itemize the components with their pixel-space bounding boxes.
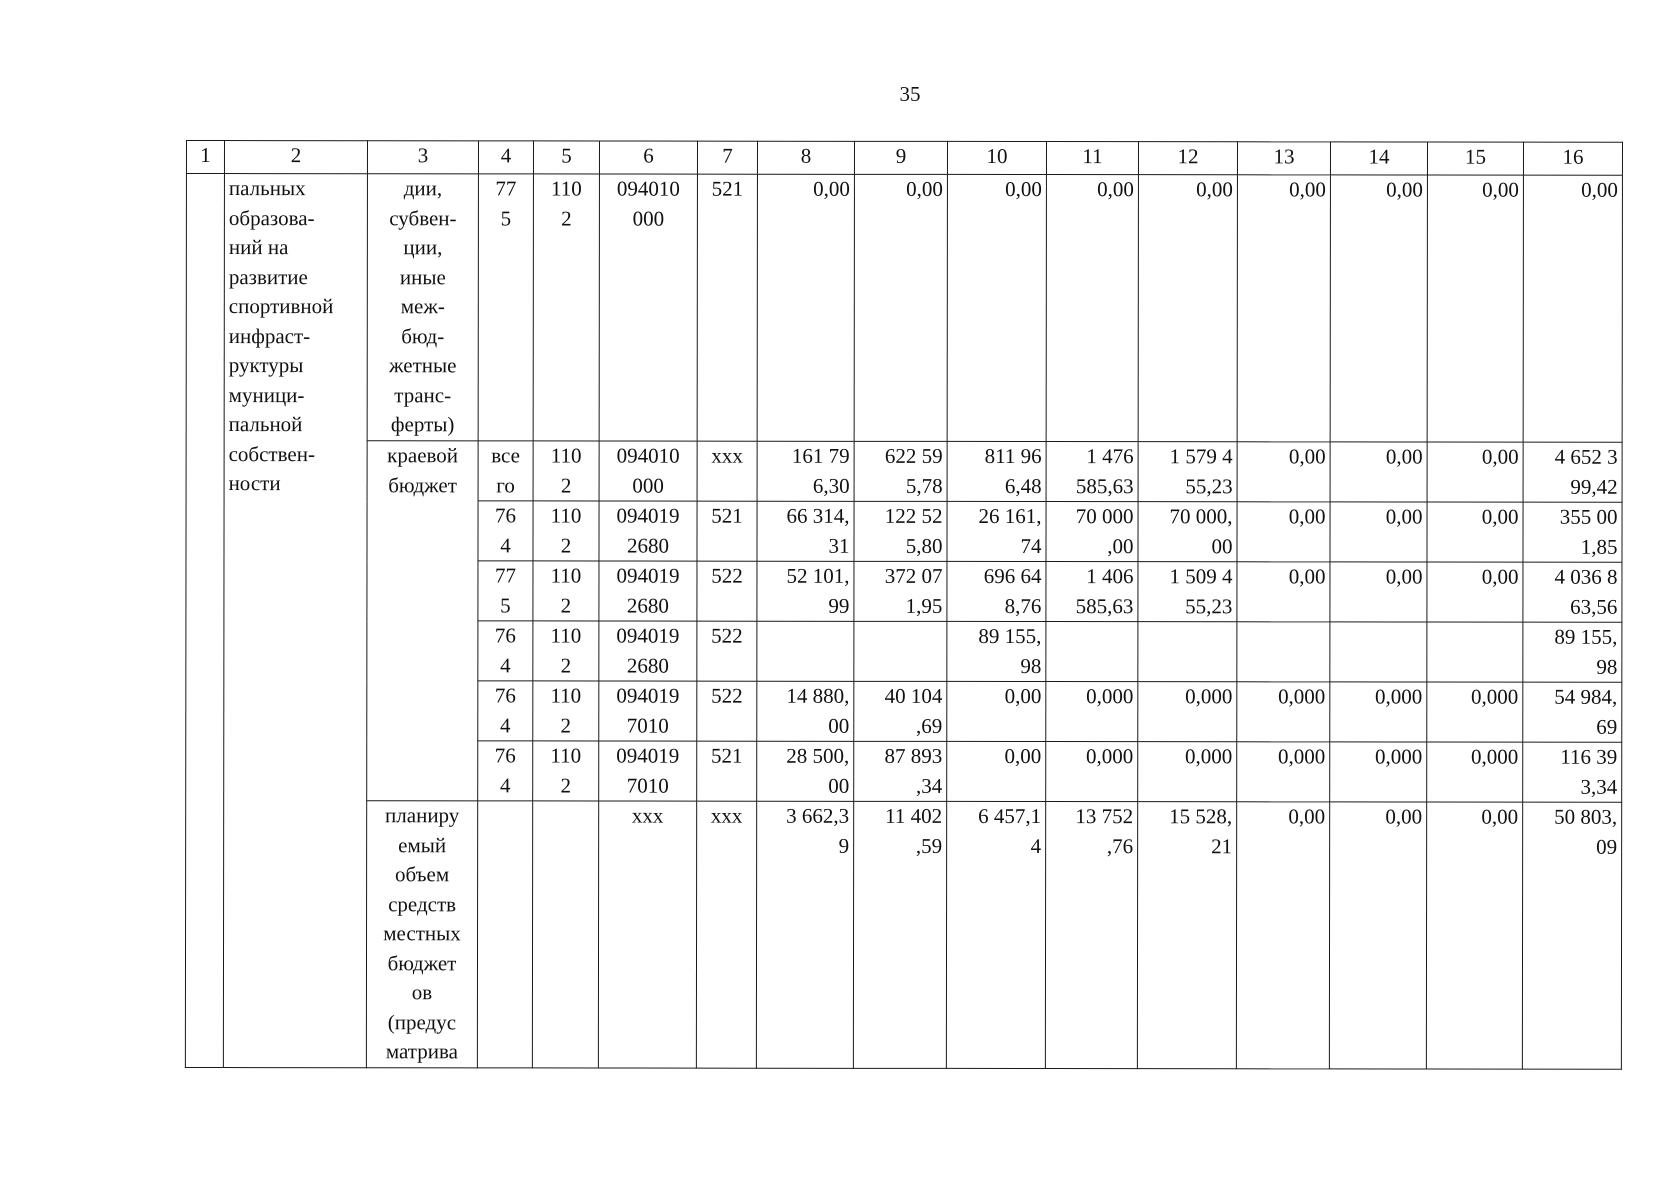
cell-text: 0,000: [1277, 744, 1326, 769]
header-cell: 16: [1523, 142, 1622, 175]
cell-text: 355 00 1,85: [1559, 504, 1618, 559]
data-cell: [757, 681, 854, 741]
cell-text: 094019 7010: [616, 743, 680, 798]
cell-text: 1 509 4 55,23: [1169, 564, 1233, 618]
header-cell: 2: [224, 141, 367, 174]
cell-text: 52 101, 99: [786, 563, 850, 618]
data-cell: [1237, 502, 1330, 562]
data-cell: [947, 501, 1046, 561]
data-cell: [1330, 502, 1427, 562]
cell-text: 522: [711, 623, 743, 648]
data-cell: [697, 561, 757, 621]
data-cell: [757, 441, 854, 501]
row-number-cell: [185, 174, 224, 1068]
data-cell: [1138, 742, 1237, 802]
data-cell: [947, 621, 1046, 681]
data-cell: [1237, 175, 1330, 442]
cell-text: 0,00: [1005, 177, 1042, 202]
data-cell: [757, 501, 854, 561]
table-row: [185, 801, 1621, 1069]
data-cell: [478, 441, 533, 501]
data-cell: [1523, 622, 1622, 682]
header-cell: 15: [1427, 142, 1523, 175]
data-cell: [533, 621, 599, 681]
cell-text: 0,00: [1581, 177, 1618, 202]
cell-text: 094010 000: [616, 176, 680, 231]
data-cell: [697, 441, 757, 501]
cell-text: 1 406 585,63: [1075, 564, 1134, 618]
cell-text: 28 500, 00: [786, 743, 850, 798]
data-cell: [478, 681, 533, 741]
data-cell: [1046, 622, 1138, 682]
data-cell: [533, 501, 599, 561]
data-cell: [757, 174, 854, 441]
cell-text: 0,00: [906, 176, 943, 201]
data-cell: [533, 681, 599, 741]
data-cell: [599, 741, 697, 801]
data-cell: [1137, 802, 1236, 1069]
cell-text: ххх: [710, 803, 743, 828]
data-cell: [478, 501, 533, 561]
cell-text: 40 104 ,69: [884, 683, 943, 738]
cell-text: 0,00: [1385, 564, 1423, 589]
data-cell: [599, 621, 697, 681]
data-cell: [1523, 682, 1622, 742]
cell-text: 70 000, 00: [1169, 504, 1233, 558]
cell-text: 0,00: [1004, 684, 1042, 709]
data-cell: [1523, 502, 1622, 562]
data-cell: [533, 174, 599, 441]
cell-text: 094019 2680: [616, 503, 680, 558]
data-cell: [1427, 622, 1523, 682]
data-cell: [947, 561, 1046, 621]
data-cell: [599, 561, 697, 621]
data-cell: [854, 741, 947, 801]
data-cell: [947, 441, 1046, 501]
cell-text: ххх: [711, 443, 743, 468]
data-cell: [697, 621, 757, 681]
data-cell: [599, 501, 697, 561]
cell-text: 110 2: [551, 176, 582, 230]
cell-text: 0,00: [1289, 177, 1326, 202]
cell-text: 87 893 ,34: [884, 743, 943, 798]
cell-text: 50 803, 09: [1554, 804, 1618, 859]
data-cell: [533, 441, 599, 501]
cell-text: 0,00: [1481, 444, 1519, 469]
cell-text: 116 39 3,34: [1560, 744, 1618, 799]
data-cell: [696, 801, 756, 1068]
cell-text: 094010 000: [616, 443, 680, 498]
data-cell: [478, 561, 533, 621]
data-cell: [853, 801, 946, 1068]
data-cell: [1330, 175, 1427, 442]
data-cell: [756, 801, 853, 1068]
data-cell: [947, 681, 1046, 741]
cell-text: 0,00: [1288, 804, 1326, 829]
data-cell: [1523, 562, 1622, 622]
cell-text: 622 59 5,78: [884, 443, 943, 498]
cell-text: 89 155, 98: [978, 623, 1042, 678]
header-cell: 8: [757, 141, 854, 174]
data-cell: [1138, 175, 1237, 442]
cell-text: 1 579 4 55,23: [1169, 444, 1233, 498]
cell-text: 110 2: [550, 563, 582, 617]
data-cell: [533, 741, 599, 801]
data-cell: [1523, 442, 1622, 502]
data-cell: [697, 174, 757, 441]
data-cell: [1045, 802, 1137, 1069]
cell-text: 110 2: [550, 443, 582, 497]
data-cell: [757, 741, 854, 801]
cell-text: 110 2: [550, 683, 582, 737]
cell-text: 77 5: [495, 176, 517, 230]
data-cell: [947, 174, 1046, 441]
cell-text: 76 4: [495, 503, 517, 557]
cell-text: 094019 2680: [616, 623, 680, 678]
data-cell: [757, 621, 854, 681]
cell-text: 4 652 3 99,42: [1554, 444, 1618, 499]
cell-text: 522: [711, 563, 743, 588]
cell-text: 0,00: [1385, 504, 1423, 529]
data-cell: [1138, 442, 1237, 502]
data-cell: [1330, 742, 1427, 802]
cell-text: 4 036 8 63,56: [1554, 564, 1618, 619]
cell-text: 110 2: [550, 623, 582, 677]
data-cell: [478, 174, 533, 441]
data-cell: [1330, 682, 1427, 742]
cell-text: 0,00: [1385, 444, 1423, 469]
cell-text: 122 52 5,80: [884, 503, 943, 558]
header-cell: 12: [1138, 142, 1237, 175]
cell-text: 76 4: [494, 683, 516, 737]
header-cell: 1: [186, 141, 224, 174]
data-cell: [1330, 562, 1427, 622]
program-name-cell: [223, 174, 367, 1068]
header-cell: 7: [697, 141, 757, 174]
data-cell: [1046, 502, 1138, 562]
cell-text: 522: [711, 683, 743, 708]
data-cell: [1237, 562, 1330, 622]
cell-text: 6 457,1 4: [978, 803, 1042, 858]
data-cell: [854, 441, 947, 501]
cell-text: 0,00: [1288, 444, 1326, 469]
data-cell: [477, 801, 532, 1068]
cell-text: 0,000: [1184, 744, 1233, 769]
data-cell: [697, 741, 757, 801]
cell-text: 76 4: [494, 743, 516, 797]
data-cell: [1237, 622, 1330, 682]
cell-text: 0,000: [1470, 744, 1519, 769]
header-cell: 14: [1330, 142, 1427, 175]
header-row: [186, 141, 1622, 176]
data-cell: [1237, 742, 1330, 802]
data-cell: [1138, 562, 1237, 622]
program-name-text: пальных образова- ний на развитие спортивной инфраст- руктуры муници- пальной собствен- ности: [228, 176, 334, 496]
cell-text: 0,000: [1375, 684, 1423, 709]
cell-text: 110 2: [550, 743, 582, 797]
header-cell: 4: [478, 141, 533, 174]
data-cell: [1523, 175, 1622, 442]
data-cell: [1427, 682, 1523, 742]
cell-text: 0,00: [1386, 177, 1423, 202]
data-cell: [1427, 562, 1523, 622]
cell-text: 77 5: [494, 563, 516, 617]
cell-text: 0,000: [1085, 744, 1134, 769]
data-cell: [1237, 682, 1330, 742]
data-cell: [1427, 502, 1523, 562]
data-cell: [1046, 175, 1138, 442]
cell-text: 11 402 ,59: [885, 803, 943, 858]
data-cell: [946, 801, 1045, 1068]
cell-text: 26 161, 74: [978, 503, 1042, 558]
cell-text: 0,000: [1185, 684, 1233, 709]
table-row: [186, 441, 1622, 503]
budget-table: [185, 140, 1623, 1069]
cell-text: 0,00: [1288, 504, 1326, 529]
cell-text: 811 96 6,48: [984, 443, 1042, 498]
data-cell: [478, 621, 533, 681]
cell-text: 521: [711, 503, 743, 528]
data-cell: [1329, 802, 1426, 1069]
data-cell: [1330, 622, 1427, 682]
data-cell: [1236, 802, 1329, 1069]
data-cell: [1522, 802, 1621, 1069]
cell-text: 161 79 6,30: [791, 443, 850, 498]
data-cell: [854, 681, 947, 741]
cell-text: 13 752 ,76: [1075, 804, 1134, 858]
cell-text: 3 662,3 9: [786, 803, 850, 858]
data-cell: [697, 681, 757, 741]
data-cell: [1427, 175, 1523, 442]
cell-text: 54 984, 69: [1554, 684, 1618, 739]
cell-text: 0,000: [1086, 684, 1134, 709]
cell-text: 0,00: [1481, 564, 1519, 589]
cell-text: 0,000: [1374, 744, 1423, 769]
cell-text: 0,00: [813, 176, 850, 201]
cell-text: 0,00: [1481, 804, 1519, 829]
data-cell: [1427, 442, 1523, 502]
source-text: планиру емый объем средств местных бюджет ов (предус матрива: [383, 803, 461, 1064]
page-number: 35: [899, 82, 921, 106]
data-cell: [599, 681, 697, 741]
cell-text: 094019 7010: [616, 683, 680, 738]
data-cell: [1138, 622, 1237, 682]
cell-text: 89 155, 98: [1554, 624, 1618, 679]
data-cell: [1138, 682, 1237, 742]
cell-text: все го: [491, 443, 520, 497]
data-cell: [1427, 742, 1523, 802]
cell-text: 66 314, 31: [786, 503, 850, 558]
header-cell: 10: [947, 141, 1046, 174]
cell-text: 76 4: [494, 623, 516, 677]
source-cell: [366, 801, 477, 1068]
cell-text: 0,00: [1385, 804, 1423, 829]
header-cell: 6: [599, 141, 697, 174]
source-text: краевой бюджет: [387, 443, 459, 497]
data-cell: [854, 501, 947, 561]
data-cell: [1237, 442, 1330, 502]
data-cell: [532, 801, 598, 1068]
cell-text: 521: [710, 743, 743, 768]
header-cell: 5: [533, 141, 599, 174]
data-cell: [478, 741, 533, 801]
data-cell: [598, 801, 696, 1068]
data-cell: [599, 441, 697, 501]
cell-text: 0,00: [1288, 564, 1326, 589]
data-cell: [854, 621, 947, 681]
cell-text: 0,00: [1196, 177, 1233, 202]
cell-text: 094019 2680: [616, 563, 680, 618]
header-cell: 13: [1237, 142, 1330, 175]
data-cell: [1523, 742, 1622, 802]
data-cell: [697, 501, 757, 561]
cell-text: 1 476 585,63: [1075, 444, 1134, 498]
cell-text: ххх: [631, 803, 664, 828]
source-cell: [367, 441, 478, 801]
header-cell: 9: [854, 141, 947, 174]
data-cell: [854, 561, 947, 621]
cell-text: 70 000 ,00: [1075, 504, 1134, 558]
cell-text: 0,00: [1097, 177, 1134, 202]
cell-text: 696 64 8,76: [983, 563, 1042, 618]
data-cell: [1046, 682, 1138, 742]
source-text: дии, субвен- ции, иные меж- бюд- жетные транс- ферты): [389, 176, 457, 437]
cell-text: 0,000: [1278, 684, 1326, 709]
data-cell: [1138, 502, 1237, 562]
data-cell: [1330, 442, 1427, 502]
data-cell: [533, 561, 599, 621]
data-cell: [1046, 742, 1138, 802]
cell-text: 0,000: [1471, 684, 1519, 709]
cell-text: 0,00: [1004, 744, 1042, 769]
cell-text: 521: [711, 176, 744, 201]
data-cell: [1046, 442, 1138, 502]
data-cell: [1046, 562, 1138, 622]
table-row: [186, 174, 1622, 443]
data-cell: [757, 561, 854, 621]
header-cell: 3: [367, 141, 478, 174]
source-cell: [367, 174, 478, 441]
cell-text: 14 880, 00: [786, 683, 850, 738]
data-cell: [947, 741, 1046, 801]
data-cell: [1426, 802, 1522, 1069]
cell-text: 110 2: [550, 503, 582, 557]
cell-text: 0,00: [1482, 177, 1519, 202]
cell-text: 0,00: [1481, 504, 1519, 529]
data-cell: [599, 174, 697, 441]
cell-text: 15 528, 21: [1169, 804, 1233, 858]
cell-text: 372 07 1,95: [884, 563, 943, 618]
data-cell: [854, 174, 947, 441]
header-cell: 11: [1046, 142, 1138, 175]
